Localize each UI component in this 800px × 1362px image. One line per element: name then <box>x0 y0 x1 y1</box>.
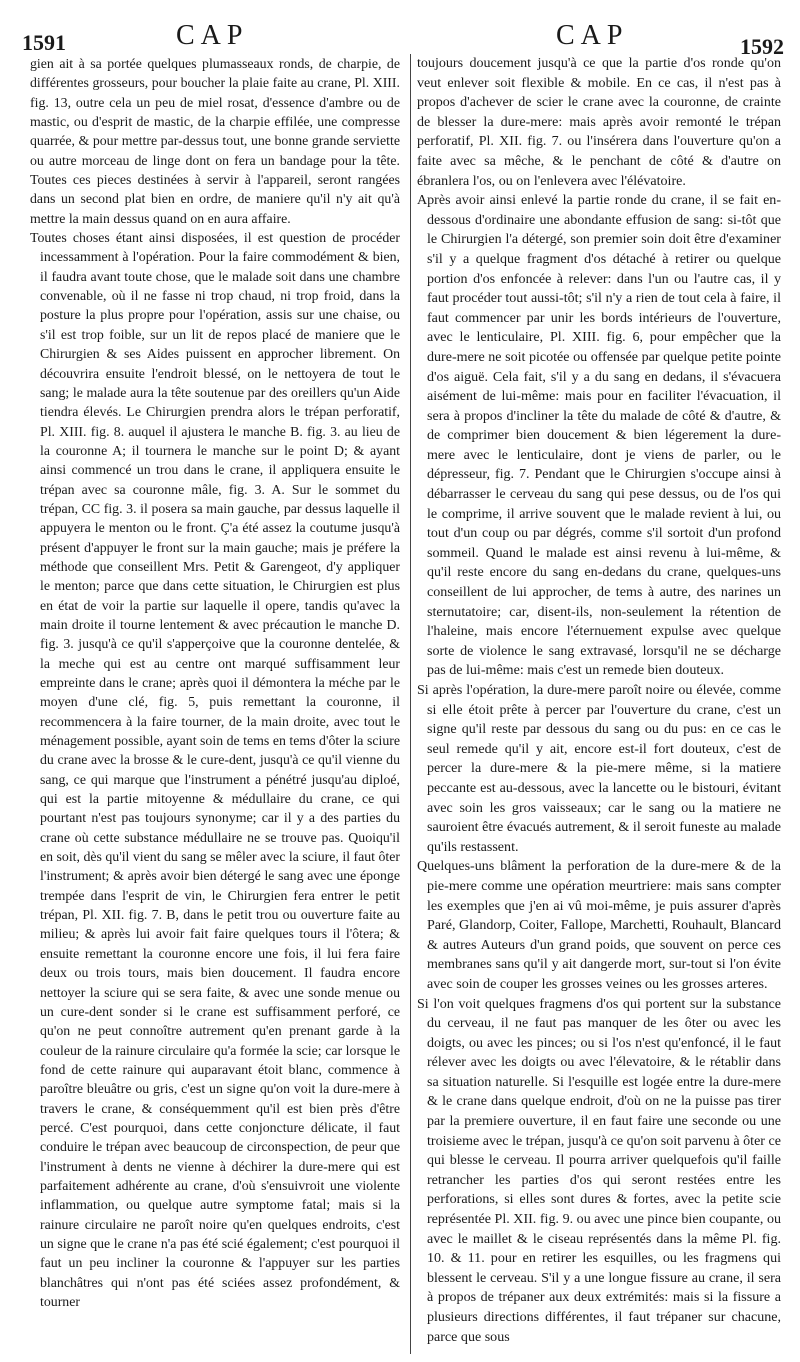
paragraph: Quelques-uns blâment la perforation de la dure-mere & de la pie-mere comme une opération meurtriere: mais sans compter les exemples que j'en ai vû moi-même, je puis assurer d'après Paré, Glandorp, Coiter, Fallope, Marchetti, Rouhault, Blancard & autres Auteurs d'un grand poids, que souvent on perce ces membranes sans qu'il y ait dangerde mort, sur-tout si l'on évite avec soin de couper les grosses veines ou les grosses arteres. <box>417 858 781 992</box>
paragraph: Toutes choses étant ainsi disposées, il est question de procéder incessamment à l'opération. Pour la faire commodément & bien, il faudra avant toute chose, que le malade soit dans une chambre convenable, où il ne fasse ni trop chaud, ni trop froid, dans la posture la plus propre pour l'opération, assis sur une chaise, ou s'il est trop foible, sur un lit de repos placé de maniere que le Chirurgien & ses Aides puissent en approcher librement. On découvrira ensuite l'endroit blessé, on le nettoyera de tout le sang; le malade aura la tête soutenue par des oreillers qu'un Aide tiendra élevés. Le Chirurgien prendra alors le trépan perforatif, Pl. XIII. fig. 8. auquel il ajustera le manche B. fig. 3. au lieu de la couronne A; il tournera le manche sur le point D; & ayant ainsi commencé un trou dans le crane, il appliquera ensuite le trépan avec sa couronne mâle, fig. 3. A. Sur le sommet du trépan, CC fig. 3. il posera sa main gauche, par dessus laquelle il appuyera le menton ou le front. Ç'a été assez la coutume jusqu'à présent d'appuyer le front sur la main gauche; mais je préfere la méthode que conseillent Mrs. Petit & Garengeot, d'y appliquer le menton; parce que dans cette situation, le Chirurgien est plus en état de voir la partie sur laquelle il opere, tandis qu'avec la main droite il tourne lentement & avec précaution le manche D. fig. 3. jusqu'à ce qu'il s'apperçoive que la couronne dentelée, & la meche qui est au centre ont marqué suffisamment leur empreinte dans le crane; après quoi il démontera la méche par le moyen d'une clé, fig. 5, puis remettant la couronne, il recommencera à la faire tourner, de la main droite, avec tout le ménagement possible, ayant soin de tems en tems d'ôter la sciure du crane avec la brosse & le cure-dent, jusqu'à ce qu'il vienne du sang, ce qui marque que l'instrument a pénétré jusqu'au diploé, qui est la partie mitoyenne & médullaire du crane, ce qui pourtant n'est pas toujours synonyme; car il y a des parties du crane où cette substance médullaire ne se trouve pas. Quoiqu'il en soit, dès qu'il vient du sang se mêler avec la sciure, il faut ôter l'instrument; & après avoir bien détergé le sang avec une éponge trempée dans l'esprit de vin, le Chirurgien fera entrer le petit trépan, Pl. XII. fig. 7. B, dans le petit trou ou ouverture faite au milieu; & après lui avoir fait faire quelques tours il l'ôtera; & ensuite remettant la couronne encore une fois, il lui fera faire deux ou trois tours, mais bien doucement. Il faudra encore nettoyer la sciure qui se sera faite, & avec une sonde menue ou un cure-dent sonder si le crane est suffisamment perforé, ce qu'on ne peut connoître autrement qu'en prenant garde à la couleur de la rainure circulaire qu'a formée la scie; car lorsque le fond de cette rainure qui auparavant étoit blanc, commence à paroître bleuâtre ou gris, c'est un signe qu'on voit la dure-mere à travers le crane, & conséquemment qu'il est bien près d'être percé. C'est pourquoi, dans cette conjoncture délicate, il faut conduire le trépan avec beaucoup de circonspection, de peur que l'instrument à dents ne vienne à déchirer la dure-mere qui est parfaitement adhérente au crane, d'où s'ensuivroit une violente inflammation, ou quelque autre symptome fatal; mais si la rainure circulaire ne paroît noire qu'en quelques endroits, c'est un signe que le crane n'a pas été scié également; c'est pourquoi il faut un peu incliner la couronne & l'appuyer sur les parties blanchâtres qui n'ont pas été sciées assez profondément, & tourner <box>30 230 401 1309</box>
left-page-number: 1591 <box>22 30 66 55</box>
page-header <box>0 20 800 59</box>
paragraph: toujours doucement jusqu'à ce que la partie d'os ronde qu'on veut enlever soit flexible & mobile. En ce cas, il n'est pas à propos d'achever de scier le crane avec la couronne, de crainte de blesser la dure-mere: mais après avoir remonté le trépan perforatif, Pl. XII. fig. 7. ou l'insérera dans l'ouverture qu'on a faite avec sa mêche, & le penchant de côté & d'autre on ébranlera l'os, ou on l'enlevera avec l'élévatoire. <box>417 55 781 189</box>
left-column <box>30 54 400 1311</box>
left-running-head: CAP <box>176 20 249 51</box>
right-running-head: CAP <box>556 20 629 51</box>
paragraph: gien ait à sa portée quelques plumasseaux ronds, de charpie, de différentes grosseurs, pour boucher la plaie faite au crane, Pl. XIII. fig. 13, outre cela un peu de miel rosat, d'essence d'ambre ou de mastic, ou d'esprit de mastic, de la charpie effilée, une compresse quarrée, & pour mettre par-dessus tout, une bonne grande serviette ou autre morceau de linge dont on fera un bandage pour la tête. Toutes ces pieces destinées à servir à l'appareil, seront rangées dans un second plat bien en ordre, de maniere qu'il n'y ait qu'à mettre la main dessus quand on en aura affaire. <box>30 56 400 226</box>
paragraph: Si après l'opération, la dure-mere paroît noire ou élevée, comme si elle étoit prête à percer par l'ouverture du crane, c'est un signe qu'il reste par dessous du sang ou du pus: en ce cas le seul remede qu'il y ait, encore est-il fort douteux, c'est de percer la dure-mere & la pie-mere même, si la matiere peccante est au-dessous, avec la lancette ou le bistouri, évitant avec soin les gros vaisseaux; car le sang ou la matiere ne sauroient être évacués autrement, & il seroit funeste au malade qu'ils restassent. <box>417 682 781 855</box>
paragraph: Après avoir ainsi enlevé la partie ronde du crane, il se fait en-dessous d'ordinaire une abondante effusion de sang: si-tôt que le Chirurgien l'a détergé, son premier soin doit être d'examiner s'il y a quelque fragment d'os détaché à retirer ou quelque portion d'os enfoncée à relever: dans l'un ou l'autre cas, il y faut procéder tout aussi-tôt; s'il n'y a rien de tout cela à faire, il faut commencer par unir les bords intérieurs de l'ouverture, avec le lenticulaire, Pl. XIII. fig. 6, pour empêcher que la dure-mere ne soit picotée ou offensée par quelque petite pointe d'os aiguë. Cela fait, s'il y a du sang en dedans, il s'évacuera aisément de lui-même: mais pour en faciliter l'évacuation, il sera à propos d'incliner la tête du malade de côté & d'autre, & de comprimer bien doucement & bien légerement la dure-mere avec le lenticulaire, dont je viens de parler, ou le dépresseur, fig. 7. Pendant que le Chirurgien s'occupe ainsi à débarrasser le cerveau du sang qui pese dessus, ou de l'os qui le comprime, il arrive souvent que le malade revient à lui, ou tout d'un coup ou par dégrés, comme s'il sortoit d'un profond sommeil. Quand le malade est ainsi revenu à lui-même, & qu'il reste encore du sang en-dedans du crane, quelques-uns conseillent de lui approcher, de tems à autre, des narines un sternutatoire; car, disent-ils, non-seulement la rétention de l'haleine, mais encore l'éternuement expulse avec quelque sorte de violence le sang extravasé, lorsqu'il ne se décharge pas de lui-même: mais c'est un remede bien douteux. <box>417 192 781 679</box>
right-column <box>417 54 781 1347</box>
right-page-number: 1592 <box>740 34 784 59</box>
column-divider <box>410 54 411 1354</box>
paragraph: Si l'on voit quelques fragmens d'os qui portent sur la substance du cerveau, il ne faut pas manquer de les ôter ou avec les doigts, ou avec les pinces; ou si l'os n'est qu'enfoncé, il le faut rélever avec les doigts ou avec l'élevatoire, & le rétablir dans sa situation naturelle. Si l'esquille est logée entre la dure-mere & le crane dans quelque endroit, d'où on ne la puisse pas tirer par la premiere ouverture, il en faut faire une seconde ou une troisieme avec le trépan, jusqu'à ce qu'on soit parvenu à ôter ce qui blesse le cerveau. Il pourra arriver quelquefois qu'il faille retrancher les parties d'os qui seront restées entre les perforations, si elles sont dures & fortes, avec la petite scie représentée Pl. XII. fig. 9. ou avec une pince bien coupante, ou avec le maillet & le ciseau représentés dans la même Pl. fig. 10. & 11. pour en retirer les esquilles, ou les fragmens qui blessent le cerveau. S'il y a une longue fissure au crane, il sera à propos de trépaner aux deux extrémités: mais si la fissure a plusieurs directions différentes, il faut trépaner sur chacune, parce que sous <box>417 995 781 1345</box>
